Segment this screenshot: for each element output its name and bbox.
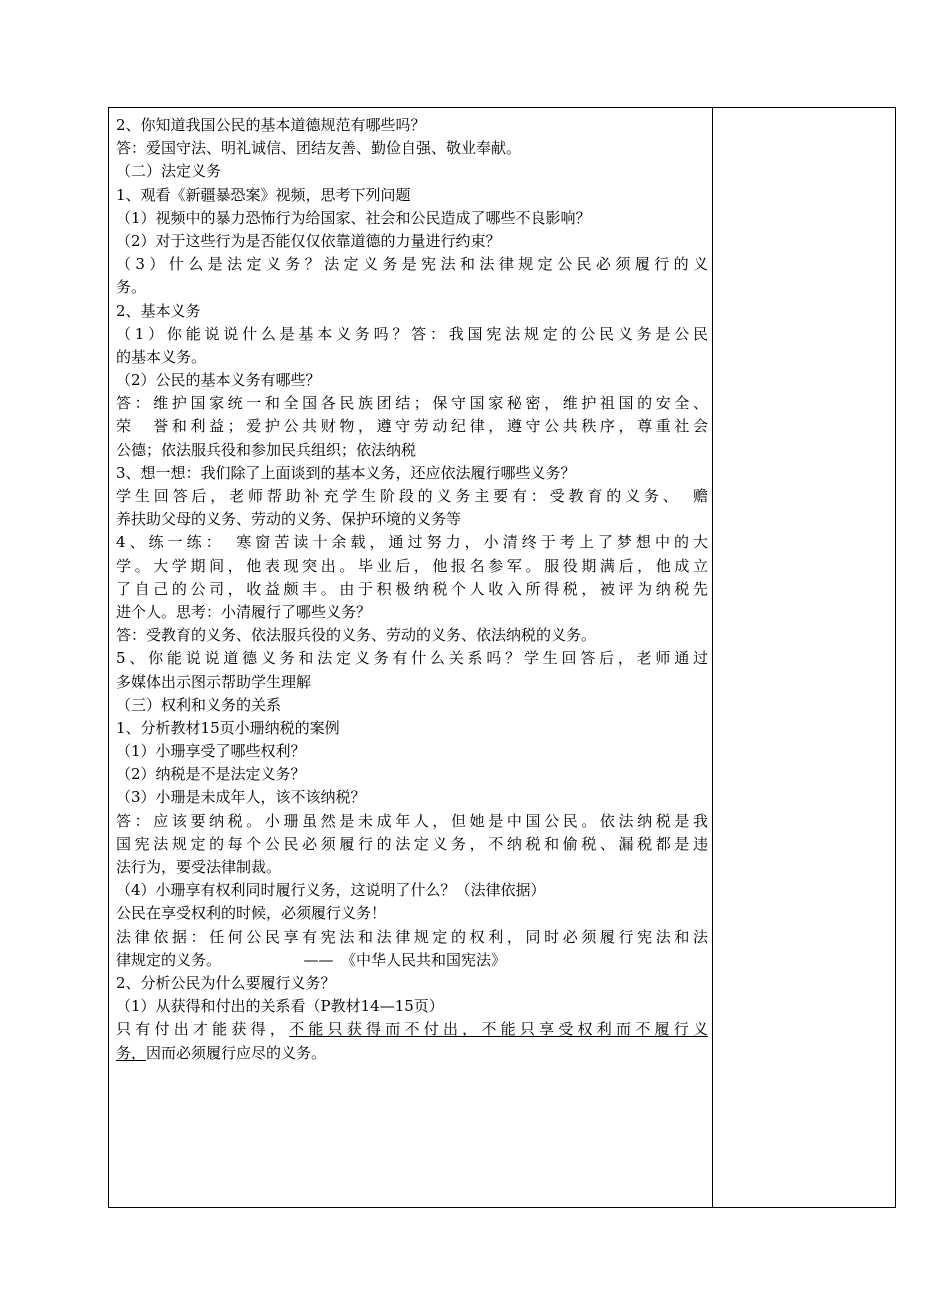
text-line: 2、基本义务 bbox=[116, 301, 201, 320]
text-line: 学生回答后，老师帮助补充学生阶段的义务主要有：受教育的义务、 赡 bbox=[116, 487, 708, 505]
text-line: 荣 誉和利益；爱护公共财物，遵守劳动纪律，遵守公共秩序，尊重社会 bbox=[116, 417, 708, 436]
text-line: （4）小珊享有权利同时履行义务，这说明了什么？（法律依据） bbox=[116, 881, 546, 900]
text-line: 4、练一练： 寒窗苦读十余载，通过努力，小清终于考上了梦想中的大 bbox=[116, 533, 708, 552]
text-line: 5、你能说说道德义务和法定义务有什么关系吗？学生回答后，老师通过 bbox=[116, 649, 708, 668]
text-line: 了自己的公司，收益颇丰。由于积极纳税个人收入所得税，被评为纳税先 bbox=[116, 579, 708, 598]
text-line: 公德；依法服兵役和参加民兵组织；依法纳税 bbox=[116, 440, 417, 459]
text-line: （1）视频中的暴力恐怖行为给国家、社会和公民造成了哪些不良影响？ bbox=[116, 208, 591, 227]
text-line: 学。大学期间，他表现突出。毕业后，他报名参军。服役期满后，他成立 bbox=[116, 556, 708, 575]
text-line: 答：维护国家统一和全国各民族团结；保守国家秘密，维护祖国的安全、 bbox=[116, 394, 708, 413]
text-line: 养扶助父母的义务、劳动的义务、保护环境的义务等 bbox=[116, 510, 462, 529]
text-line: （3）小珊是未成年人，该不该纳税？ bbox=[116, 788, 366, 807]
text-line: 多媒体出示图示帮助学生理解 bbox=[116, 672, 312, 691]
text-line: 2、你知道我国公民的基本道德规范有哪些吗？ bbox=[116, 116, 426, 134]
text-line: （1）你能说说什么是基本义务吗？答：我国宪法规定的公民义务是公民 bbox=[116, 324, 708, 343]
text-line: 国宪法规定的每个公民必须履行的法定义务，不纳税和偷税、漏税都是违 bbox=[116, 834, 708, 853]
text-line bbox=[116, 1042, 708, 1065]
text-line: 答：应该要纳税。小珊虽然是未成年人，但她是中国公民。依法纳税是我 bbox=[116, 811, 708, 830]
text-line: 进个人。思考：小清履行了哪些义务？ bbox=[116, 602, 372, 621]
text-line: 3、想一想：我们除了上面谈到的基本义务，还应依法履行哪些义务？ bbox=[116, 463, 576, 482]
text-line: 1、观看《新疆暴恐案》视频，思考下列问题 bbox=[116, 185, 411, 204]
underlined-text: 务， bbox=[116, 1043, 147, 1062]
text-line: （二）法定义务 bbox=[116, 162, 222, 181]
text-line: （2）纳税是不是法定义务？ bbox=[116, 765, 306, 784]
text-line: （1）小珊享受了哪些权利？ bbox=[116, 742, 306, 761]
text-line: （1）从获得和付出的关系看（P教材14—15页） bbox=[116, 997, 444, 1016]
lesson-table bbox=[108, 107, 896, 1208]
text-line: 2、分析公民为什么要履行义务？ bbox=[116, 973, 336, 992]
text-line: 1、分析教材15页小珊纳税的案例 bbox=[116, 718, 340, 737]
text-line: （2）对于这些行为是否能仅仅依靠道德的力量进行约束？ bbox=[116, 231, 501, 250]
text-line: 律规定的义务。 —— 《中华人民共和国宪法》 bbox=[116, 950, 507, 969]
lesson-content-cell bbox=[116, 114, 708, 1065]
text-line: 的基本义务。 bbox=[116, 347, 207, 366]
plain-text: 因而必须履行应尽的义务。 bbox=[146, 1043, 327, 1062]
text-line: （3）什么是法定义务？法定义务是宪法和法律规定公民必须履行的义 bbox=[116, 255, 708, 274]
notes-cell bbox=[713, 108, 895, 1207]
text-line: 法行为，要受法律制裁。 bbox=[116, 858, 282, 876]
text-line: 公民在享受权利的时候，必须履行义务！ bbox=[116, 904, 387, 923]
plain-text: 只有付出才能获得， bbox=[116, 1020, 290, 1039]
text-line: （2）公民的基本义务有哪些？ bbox=[116, 371, 321, 390]
text-line: 法律依据：任何公民享有宪法和法律规定的权利，同时必须履行宪法和法 bbox=[116, 927, 708, 946]
underlined-text: 不能只获得而不付出，不能只享受权利而不履行义 bbox=[289, 1020, 708, 1039]
text-line: 答：爱国守法、明礼诚信、团结友善、勤俭自强、敬业奉献。 bbox=[116, 139, 522, 158]
text-line: 答：受教育的义务、依法服兵役的义务、劳动的义务、依法纳税的义务。 bbox=[116, 626, 597, 645]
text-line: （三）权利和义务的关系 bbox=[116, 695, 282, 714]
text-line: 务。 bbox=[116, 278, 147, 297]
text-line bbox=[116, 1018, 708, 1041]
